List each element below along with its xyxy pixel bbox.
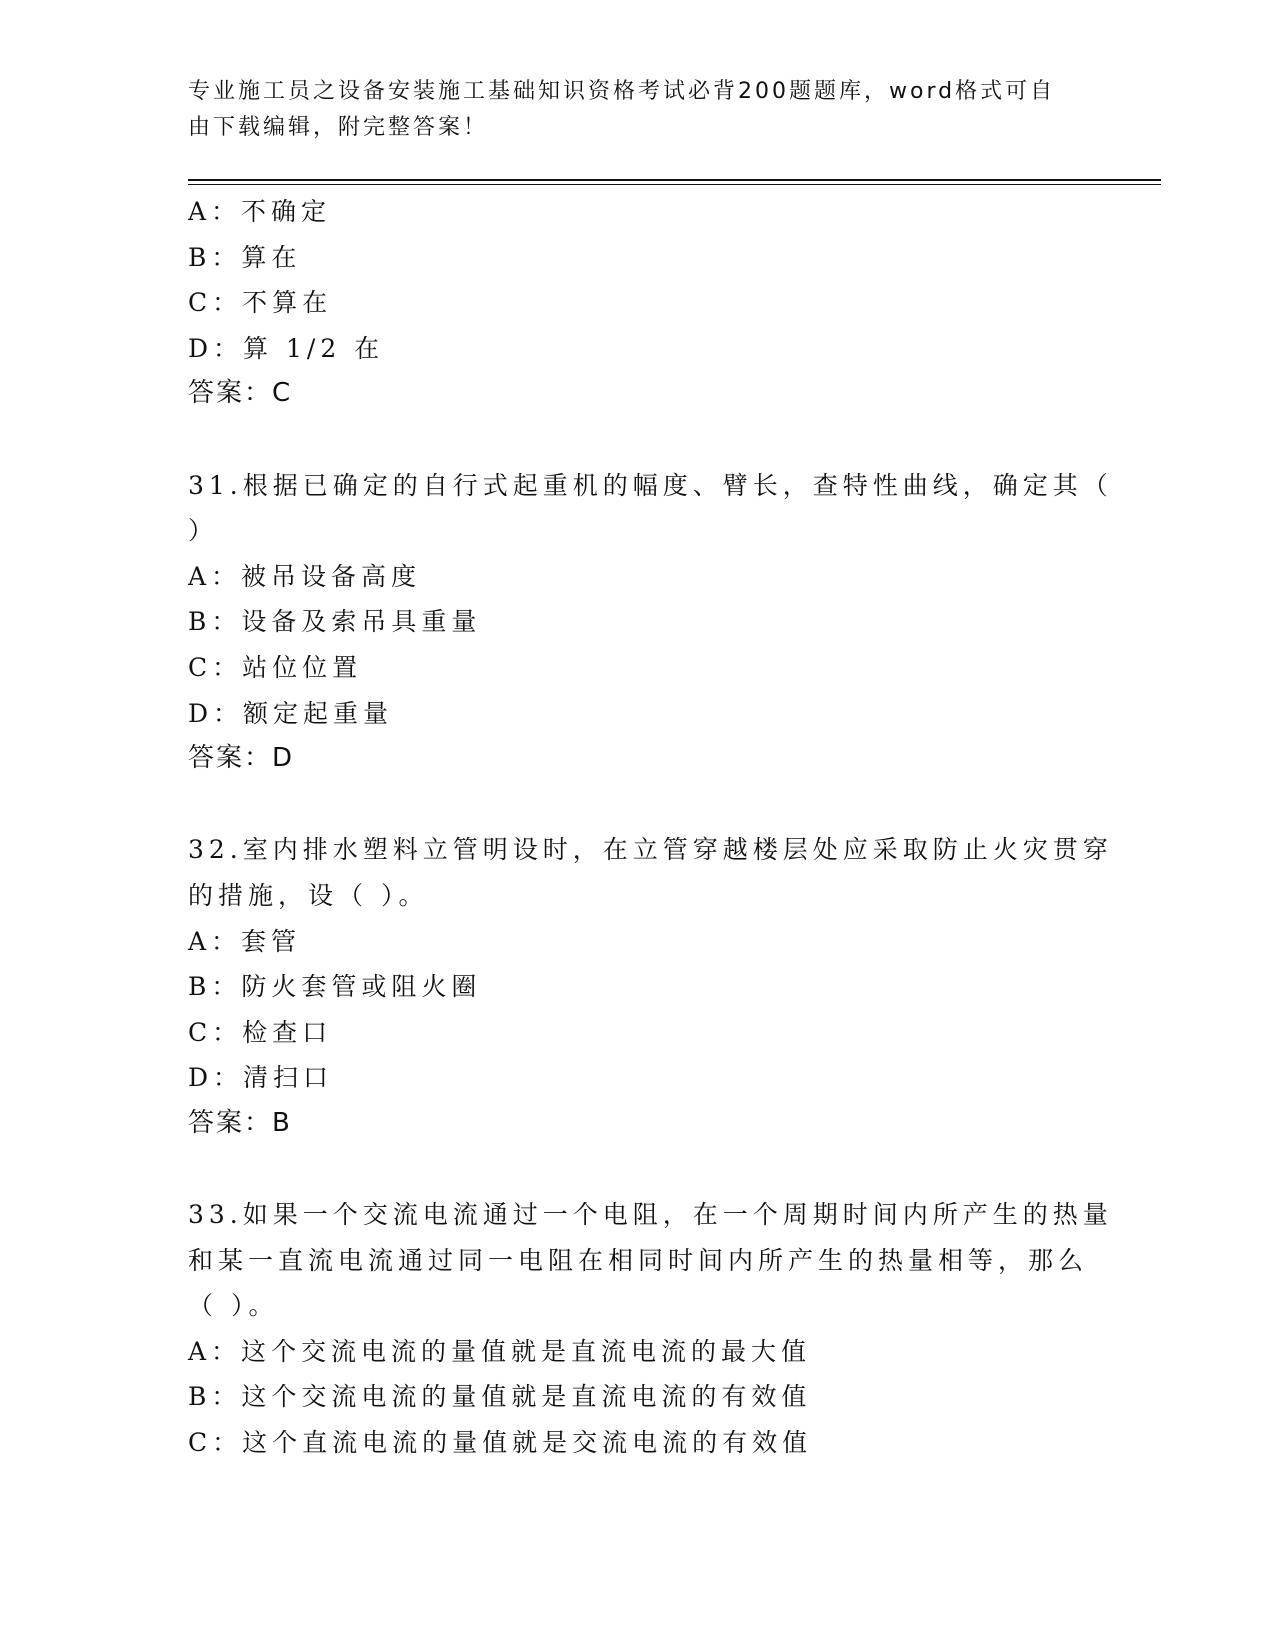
option-d: D：清扫口 xyxy=(188,1063,334,1093)
question-31 xyxy=(188,463,1113,782)
option-c: C：这个直流电流的量值就是交流电流的有效值 xyxy=(188,1428,813,1458)
question-stem-line: （ ）。 xyxy=(188,1291,279,1321)
header-rule-thick xyxy=(188,179,1161,181)
answer-label: 答案：D xyxy=(188,743,295,774)
question-stem-line: 33.如果一个交流电流通过一个电阻，在一个周期时间内所产生的热量 xyxy=(188,1200,1113,1230)
option-b: B：这个交流电流的量值就是直流电流的有效值 xyxy=(188,1382,812,1412)
question-stem-line: 32.室内排水塑料立管明设时，在立管穿越楼层处应采取防止火灾贯穿 xyxy=(188,835,1113,865)
spacer xyxy=(188,782,1078,828)
option-a: A：不确定 xyxy=(188,197,332,226)
document-header: 专业施工员之设备安装施工基础知识资格考试必背200题题库，word格式可自由下载编辑，附完整答案！ xyxy=(188,79,1056,140)
option-a: A：这个交流电流的量值就是直流电流的最大值 xyxy=(188,1336,812,1366)
option-b: B：防火套管或阻火圈 xyxy=(188,972,482,1002)
option-c: C：检查口 xyxy=(188,1017,333,1047)
question-stem-line: ） xyxy=(188,516,219,546)
question-content xyxy=(188,189,1113,1466)
option-c: C：不算在 xyxy=(188,288,333,318)
question-stem-line: 的措施，设（ ）。 xyxy=(188,880,429,910)
spacer xyxy=(188,417,1078,463)
option-d: D：算 1/2 在 xyxy=(188,333,385,363)
answer-label: 答案：C xyxy=(188,378,293,409)
header-rule-thin xyxy=(188,184,1161,185)
option-d: D：额定起重量 xyxy=(188,698,394,728)
spacer xyxy=(188,1146,1078,1192)
question-stem-line: 31.根据已确定的自行式起重机的幅度、臂长，查特性曲线，确定其（ xyxy=(188,470,1113,500)
option-a: A：套管 xyxy=(188,926,302,956)
question-33 xyxy=(188,1192,1113,1466)
option-a: A：被吊设备高度 xyxy=(188,561,422,591)
option-c: C：站位位置 xyxy=(188,652,363,682)
question-30 xyxy=(188,189,1078,417)
option-b: B：设备及索吊具重量 xyxy=(188,607,482,637)
answer-label: 答案：B xyxy=(188,1107,292,1138)
option-b: B：算在 xyxy=(188,242,302,272)
question-stem-line: 和某一直流电流通过同一电阻在相同时间内所产生的热量相等，那么 xyxy=(188,1245,1089,1275)
question-32 xyxy=(188,827,1113,1146)
